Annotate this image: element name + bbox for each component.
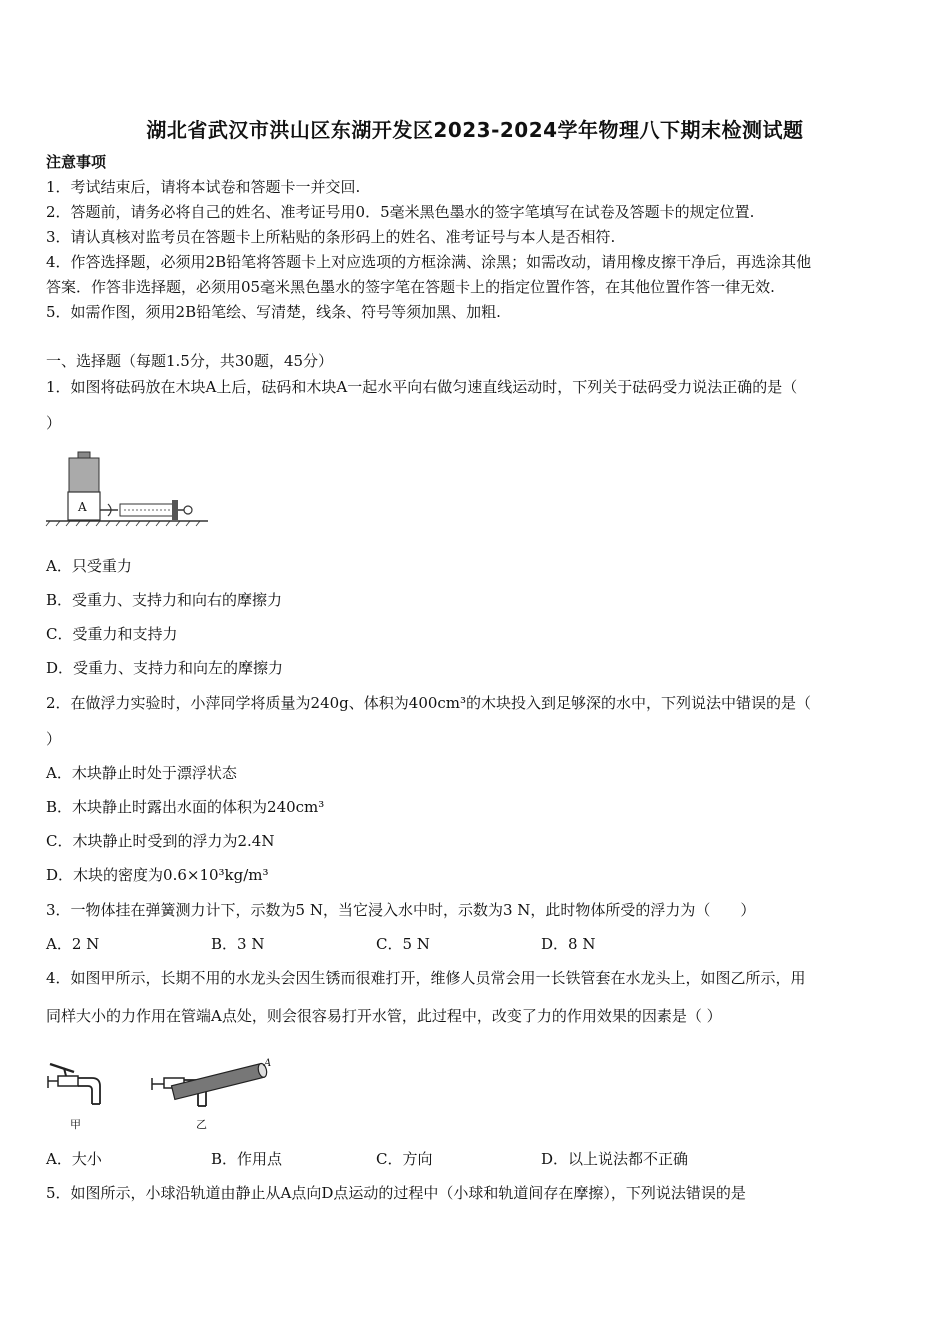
point-a-label: A — [264, 1058, 272, 1069]
question-1-stem: 1．如图将砝码放在木块A上后，砝码和木块A一起水平向右做匀速直线运动时，下列关于砝码受力说法正确的是（ — [46, 378, 798, 396]
option-d: D．8 N — [541, 935, 596, 953]
option-a: A．2 N — [46, 935, 100, 953]
faucet-figure-b — [150, 1058, 274, 1130]
notice-item: 2．答题前，请务必将自己的姓名、准考证号用0．5毫米黑色墨水的签字笔填写在试卷及答题卡的规定位置. — [46, 203, 755, 221]
option-a: A．大小 — [46, 1150, 102, 1168]
option-c: C．受重力和支持力 — [46, 625, 178, 643]
question-4-stem-continued: 同样大小的力作用在管端A点处，则会很容易打开水管，此过程中，改变了力的作用效果的因素是（ ） — [46, 1007, 722, 1025]
option-c: C．方向 — [376, 1150, 433, 1168]
question-2-stem: 2．在做浮力实验时，小萍同学将质量为240g、体积为400cm³的木块投入到足够深的水中，下列说法中错误的是（ — [46, 694, 812, 712]
question-1-stem-end: ） — [46, 414, 62, 432]
option-b: B．木块静止时露出水面的体积为240cm³ — [46, 798, 325, 816]
figure-label-yi: 乙 — [196, 1118, 207, 1131]
option-d: D．以上说法都不正确 — [541, 1150, 689, 1168]
option-a: A．只受重力 — [46, 557, 132, 575]
notice-item: 3．请认真核对监考员在答题卡上所粘贴的条形码上的姓名、准考证号与本人是否相符. — [46, 228, 616, 246]
notice-item: 5．如需作图，须用2B铅笔绘、写清楚，线条、符号等须加黑、加粗. — [46, 303, 501, 321]
option-c: C．5 N — [376, 935, 430, 953]
question-5-stem: 5．如图所示，小球沿轨道由静止从A点向D点运动的过程中（小球和轨道间存在摩擦），下列说法错误的是 — [46, 1184, 746, 1202]
faucet-figure-a — [44, 1058, 108, 1130]
option-d: D．木块的密度为0.6×10³kg/m³ — [46, 866, 269, 884]
notice-item: 1．考试结束后，请将本试卷和答题卡一并交回. — [46, 178, 361, 196]
figure-label-jia: 甲 — [70, 1118, 81, 1131]
option-b: B．3 N — [211, 935, 265, 953]
option-a: A．木块静止时处于漂浮状态 — [46, 764, 237, 782]
notice-heading: 注意事项 — [46, 153, 107, 171]
option-b: B．受重力、支持力和向右的摩擦力 — [46, 591, 283, 609]
page-title: 湖北省武汉市洪山区东湖开发区2023-2024学年物理八下期末检测试题 — [146, 118, 804, 142]
notice-item: 答案．作答非选择题，必须用05毫米黑色墨水的签字笔在答题卡上的指定位置作答，在其他位置作答一律无效. — [46, 278, 775, 296]
block-label: A — [78, 500, 87, 514]
notice-item: 4．作答选择题，必须用2B铅笔将答题卡上对应选项的方框涂满、涂黑；如需改动，请用橡皮擦干净后，再选涂其他 — [46, 253, 812, 271]
block-spring-figure — [44, 450, 214, 526]
question-4-stem: 4．如图甲所示，长期不用的水龙头会因生锈而很难打开，维修人员常会用一长铁管套在水龙头上，如图乙所示，用 — [46, 969, 806, 987]
question-2-stem-end: ） — [46, 730, 62, 748]
question-3-stem: 3．一物体挂在弹簧测力计下，示数为5 N，当它浸入水中时，示数为3 N，此时物体所受的浮力为（ ） — [46, 901, 756, 919]
option-d: D．受重力、支持力和向左的摩擦力 — [46, 659, 284, 677]
option-b: B．作用点 — [211, 1150, 283, 1168]
section-heading: 一、选择题（每题1.5分，共30题，45分） — [46, 352, 334, 370]
option-c: C．木块静止时受到的浮力为2.4N — [46, 832, 275, 850]
